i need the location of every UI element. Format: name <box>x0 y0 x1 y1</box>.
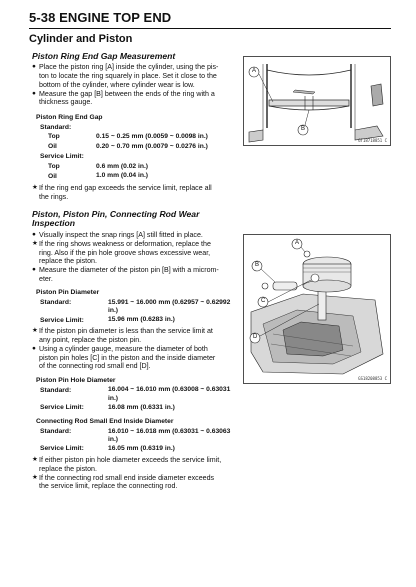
spec-limit-label: Service Limit: <box>40 404 84 412</box>
pin-note-2: ★ If the piston pin diameter is less than the service limit at any point, replace the piston pin. <box>32 327 213 345</box>
page-title: 5-38 ENGINE TOP END <box>29 10 172 25</box>
spec-standard-value: 15.991 ~ 16.000 mm (0.62957 ~ 0.62992 in.) <box>108 298 231 315</box>
star-icon: ★ <box>32 184 38 192</box>
spec-limit-value: 16.05 mm (0.6319 in.) <box>108 445 175 453</box>
spec-service-label: Service Limit: <box>40 153 84 161</box>
piston-pin-diagram <box>243 234 391 384</box>
ring-gap-section <box>32 52 232 202</box>
bullet-icon: ● <box>32 345 36 353</box>
ring-gap-bullet-2: ● Measure the gap [B] between the ends of the ring with a thickness gauge. <box>32 89 215 107</box>
figure-code: GS18208853 C <box>358 376 387 381</box>
pin-note-1: ★ If the ring shows weakness or deformation, replace the ring. Also if the pin hole groove shows excessive wear, replace the piston. <box>32 239 211 266</box>
rod-small-end-spec <box>32 417 232 454</box>
page-header <box>29 10 391 46</box>
spec-oil-label: Oil <box>48 143 57 151</box>
spec-oil-limit: 1.0 mm (0.04 in.) <box>96 172 149 180</box>
callout-b: B <box>255 262 260 268</box>
bullet-icon: ● <box>32 89 36 97</box>
pin-bullet-2: ● Measure the diameter of the piston pin [B] with a microm- eter. <box>32 266 219 283</box>
pin-note-3: ★ If either piston pin hole diameter exceeds the service limit, replace the piston. <box>32 456 222 473</box>
spec-limit-value: 16.08 mm (0.6331 in.) <box>108 403 175 411</box>
spec-standard-label: Standard: <box>40 386 72 394</box>
spec-heading: Piston Pin Hole Diameter <box>36 376 116 384</box>
piston-pin-figure <box>243 234 391 384</box>
spec-top-standard: 0.15 ~ 0.25 mm (0.0059 ~ 0.0098 in.) <box>96 133 208 141</box>
callout-b: B <box>301 126 306 132</box>
callout-a: A <box>295 240 300 246</box>
pin-diameter-spec <box>32 288 232 325</box>
ring-gap-title: Piston Ring End Gap Measurement <box>32 51 176 61</box>
pin-bullet-3: ● Using a cylinder gauge, measure the diameter of both piston pin holes [C] in the piston and the inside diameter of the connecting rod small end [D]. <box>32 345 216 371</box>
spec-heading: Piston Pin Diameter <box>36 289 100 297</box>
pin-bullet-1: ● Visually inspect the snap rings [A] still fitted in place. <box>32 230 203 239</box>
spec-standard-value: 16.004 ~ 16.010 mm (0.63008 ~ 0.63031 in.) <box>108 386 231 402</box>
pin-title-2: Inspection <box>32 218 75 229</box>
spec-standard-label: Standard: <box>40 123 72 131</box>
spec-oil-standard: 0.20 ~ 0.70 mm (0.0079 ~ 0.0276 in.) <box>96 142 208 150</box>
spec-heading: Connecting Rod Small End Inside Diameter <box>36 418 174 426</box>
spec-top-limit: 0.6 mm (0.02 in.) <box>96 162 149 170</box>
pin-note-4: ★ If the connecting rod small end inside diameter exceeds the service limit, replace the connecting rod. <box>32 473 215 491</box>
star-icon: ★ <box>32 239 38 247</box>
bullet-icon: ● <box>32 63 36 71</box>
bullet-icon: ● <box>32 266 36 274</box>
pin-title: Piston, Piston Pin, Connecting Rod Wear <box>32 209 200 219</box>
ring-gap-spec <box>32 113 232 182</box>
ring-gap-note: ★ If the ring end gap exceeds the service limit, replace all the rings. <box>32 184 212 202</box>
bullet-icon: ● <box>32 230 36 238</box>
spec-standard-value: 16.010 ~ 16.018 mm (0.63031 ~ 0.63063 in.) <box>108 427 231 443</box>
spec-standard-label: Standard: <box>40 299 72 307</box>
ring-in-cylinder-diagram <box>243 56 391 146</box>
spec-standard-label: Standard: <box>40 427 72 435</box>
spec-heading: Piston Ring End Gap <box>36 113 103 121</box>
star-icon: ★ <box>32 473 38 481</box>
section-title: Cylinder and Piston <box>29 33 133 45</box>
callout-a: A <box>252 68 257 74</box>
star-icon: ★ <box>32 327 38 335</box>
callout-c: C <box>261 298 266 304</box>
spec-oil-label: Oil <box>48 172 57 180</box>
spec-top-label: Top <box>48 133 60 141</box>
spec-limit-value: 15.96 mm (0.6283 in.) <box>108 316 175 324</box>
header-rule <box>29 28 391 29</box>
ring-gap-figure <box>243 56 391 146</box>
callout-d: D <box>253 334 258 340</box>
pin-hole-spec <box>32 376 232 413</box>
pin-section <box>32 210 232 492</box>
figure-code: GT18718851 C <box>358 138 387 143</box>
spec-top-label: Top <box>48 162 60 170</box>
star-icon: ★ <box>32 456 38 464</box>
ring-gap-bullet-1: ● Place the piston ring [A] inside the cylinder, using the pis- ton to locate the ring squarely in place. Set it close to the bottom of the cylinder, where cylinder wear is low. <box>32 63 219 89</box>
spec-limit-label: Service Limit: <box>40 445 84 453</box>
spec-limit-label: Service Limit: <box>40 316 84 324</box>
